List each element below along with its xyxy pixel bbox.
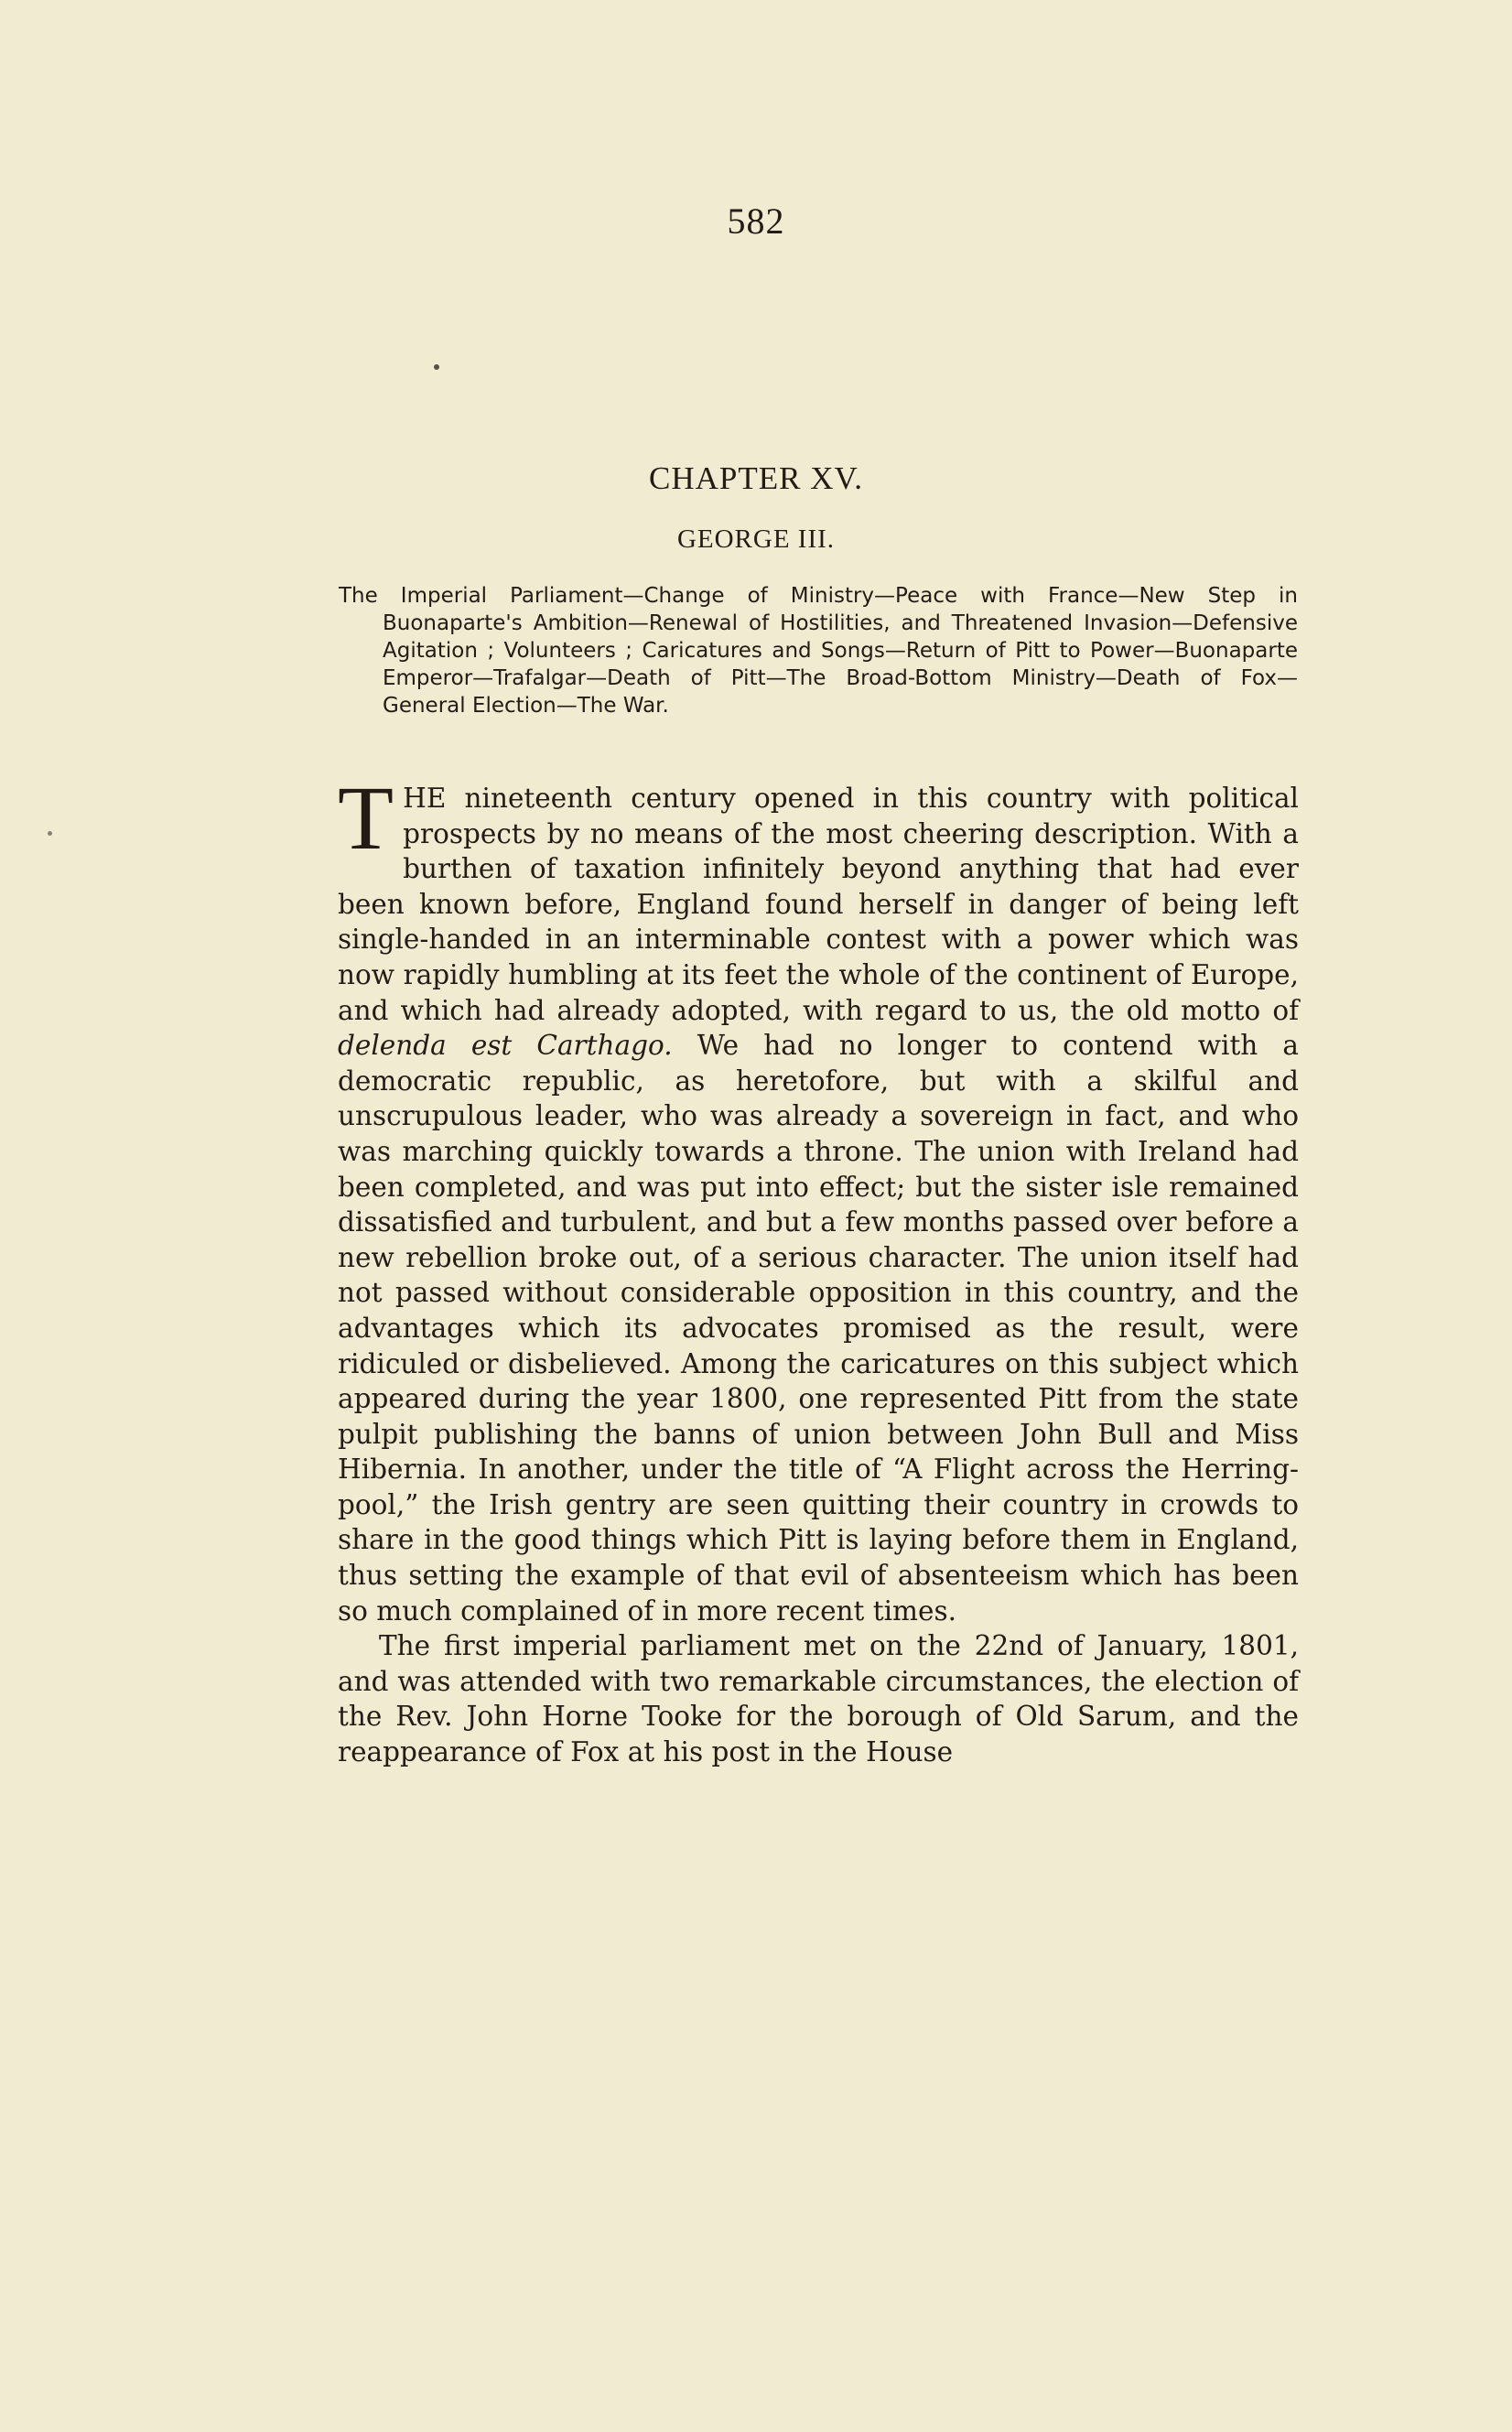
paragraph-1-text-a: HE nineteenth century opened in this country with political prospects by no means of the most cheering description. With a burthen of taxation infinitely beyond anything that had ever been known before, England found herself in danger of being left single-handed in an interminable contest with a power which was now rapidly humbling at its feet the whole of the continent of Europe, and which had already adopted, with regard to us, the old motto of bbox=[338, 783, 1299, 1026]
paragraph-1-text-b: We had no longer to contend with a democratic republic, as heretofore, but with a skilful and unscrupulous leader, who was already a sovereign in fact, and who was marching quickly towards a throne. The union with Ireland had been completed, and was put into effect; but the sister isle remained dissatisfied and turbulent, and but a few months passed over before a new rebellion broke out, of a serious character. The union itself had not passed without considerable opposition in this country, and the advantages which its advocates promised as the result, were ridiculed or disbelieved. Among the caricatures on this subject which appeared during the year 1800, one represented Pitt from the state pulpit publishing the banns of union between John Bull and Miss Hibernia. In another, under the title of “A Flight across the Herring-pool,” the Irish gentry are seen quitting their country in crowds to share in the good things which Pitt is laying before them in England, thus setting the example of that evil of absenteeism which has been so much complained of in more recent times. bbox=[338, 1030, 1300, 1627]
ink-speck bbox=[434, 364, 439, 370]
paragraph-2: The first imperial parliament met on the 22nd of January, 1801, and was attended with two remarkable circumstances, the election of the Rev. John Horne Tooke for the borough of Old Sarum, and the reappearance of Fox at his post in the House bbox=[338, 1630, 1299, 1768]
chapter-title: CHAPTER XV. bbox=[648, 460, 863, 496]
paragraph-1-italic: delenda est Carthago. bbox=[338, 1030, 673, 1062]
body-text bbox=[338, 767, 1300, 1770]
paragraph-1 bbox=[338, 767, 1300, 1628]
page-number: 582 bbox=[727, 200, 785, 242]
drop-cap: T bbox=[338, 767, 394, 869]
ink-speck bbox=[48, 831, 52, 836]
chapter-subtitle: GEORGE III. bbox=[676, 524, 836, 554]
chapter-summary: The Imperial Parliament—Change of Ministry—Peace with France—New Step in Buonaparte's Ambition—Renewal of Hostilities, and Threatened Invasion—Defensive Agitation ; Volunteers ; Caricatures and Songs—Return of Pitt to Power—Buonaparte Emperor—Trafalgar—Death of Pitt—The Broad-Bottom Ministry—Death of Fox—General Election—The War. bbox=[339, 584, 1298, 718]
